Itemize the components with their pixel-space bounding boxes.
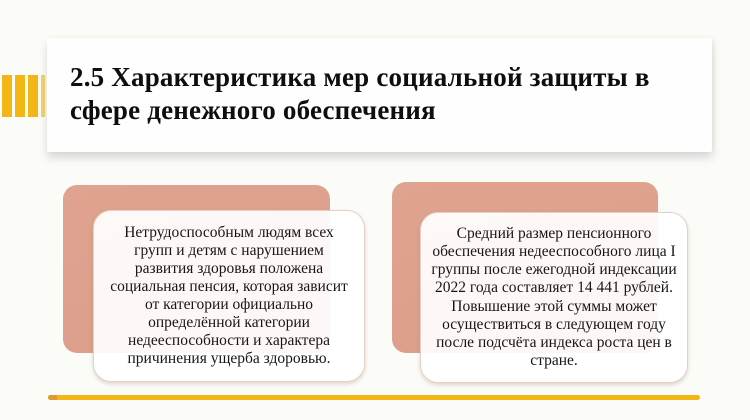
bottom-accent-line xyxy=(48,395,700,400)
text-card-left xyxy=(93,210,365,382)
title-card xyxy=(47,38,712,152)
slide-title: 2.5 Характеристика мер социальной защиты в сфере денежного обеспечения xyxy=(70,62,650,125)
accent-bars xyxy=(2,75,45,117)
accent-bar-thin xyxy=(41,75,45,117)
accent-bar xyxy=(2,75,12,117)
accent-bar xyxy=(15,75,25,117)
accent-bar xyxy=(28,75,38,117)
bottom-line-cap xyxy=(48,395,57,400)
card-text-left: Нетрудоспособным людям всех групп и детям с нарушением развития здоровья положена социальная пенсия, которая зависит от категории официально определённой категории недееспособности и характера причинения ущерба здоровью. xyxy=(110,223,348,368)
text-card-right xyxy=(420,212,688,383)
card-text-right: Средний размер пенсионного обеспечения недееспособного лица I группы после ежегодной индексации 2022 года составляет 14 441 рублей. Повышение этой суммы может осуществиться в следующем году после подсчёта индекса роста цен в стране. xyxy=(431,225,677,369)
